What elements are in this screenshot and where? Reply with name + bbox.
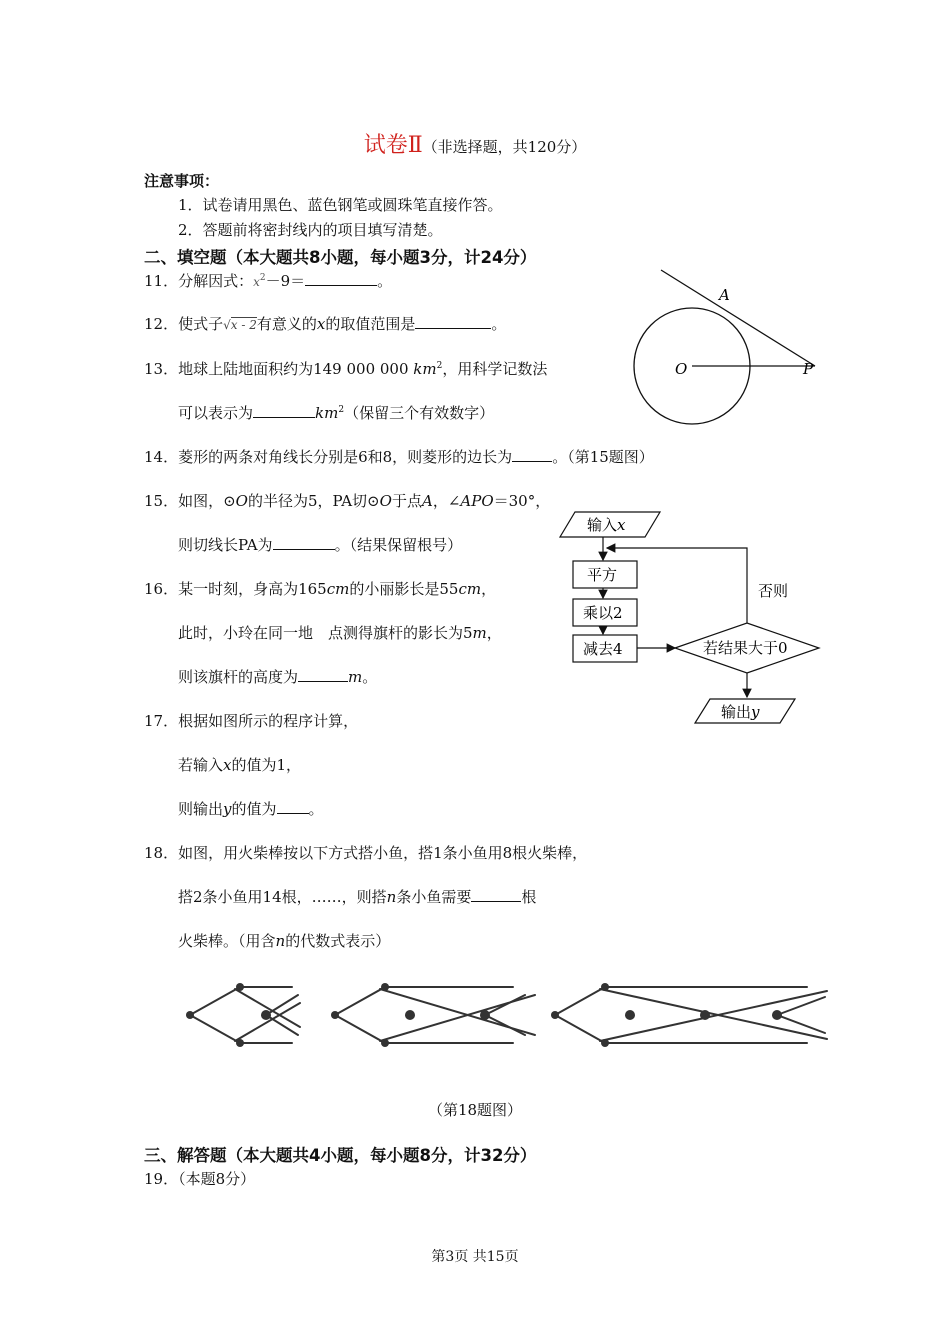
note-item-1: 1．试卷请用黑色、蓝色钢笔或圆珠笔直接作答。: [178, 196, 503, 214]
q17-text-b: 的值为1，: [231, 756, 302, 774]
q15-o1: O: [235, 492, 248, 510]
q15-text-e: ＝30°，: [493, 492, 551, 510]
q14-end: 。: [552, 448, 568, 466]
q16-text-b: 的小丽影长是55: [349, 580, 459, 598]
page-footer: 第3页 共15页: [431, 1249, 519, 1265]
question-14: [144, 446, 654, 467]
q13-answer-blank[interactable]: [253, 403, 315, 418]
question-15-line-2: [178, 534, 462, 555]
q13-exponent-2: 2: [338, 405, 345, 415]
q17-end: 。: [308, 800, 324, 818]
q16-end: 。: [362, 668, 378, 686]
step-square: 平方: [587, 566, 618, 584]
question-17-line-2: [178, 754, 301, 775]
q18-text-d: 火柴棒。（用含: [178, 932, 276, 950]
input-label: 输入x: [587, 516, 626, 534]
q15-text-c: 于点: [391, 492, 422, 510]
q12-answer-blank[interactable]: [415, 314, 491, 329]
q11-answer-blank[interactable]: [305, 271, 377, 286]
q11-end: 。: [377, 272, 393, 290]
q12-mid: 有意义的: [256, 315, 317, 333]
question-18-line-3: [178, 930, 390, 951]
q14-answer-blank[interactable]: [512, 447, 552, 462]
q16-text-c: ，: [481, 580, 497, 598]
question-19: 19．（本题8分）: [144, 1170, 256, 1188]
q15-text-b: 的半径为5，PA切⊙: [247, 492, 380, 510]
q12-radicand: x - 2: [230, 318, 257, 332]
section-2-heading: 二、填空题（本大题共8小题，每小题3分，计24分）: [144, 248, 537, 267]
q16-unit-m-2: m: [348, 668, 363, 686]
q17-answer-blank[interactable]: [277, 799, 309, 814]
q18-text-a: 搭2条小鱼用14根，……，则搭: [178, 888, 387, 906]
question-17-line-1: 17．根据如图所示的程序计算，: [144, 712, 359, 730]
q18-text-c: 根: [521, 888, 537, 906]
program-flowchart: [555, 505, 830, 733]
q16-text-d: 此时，小玲在同一地 点测得旗杆的影长为5: [178, 624, 473, 642]
circle-tangent-figure: [625, 262, 825, 432]
question-16-line-2: [178, 622, 502, 643]
q17-text-d: 的值为: [231, 800, 277, 818]
question-15-line-1: [144, 490, 550, 511]
q13-unit-2: km: [315, 404, 339, 422]
question-13-line-2: [178, 402, 494, 423]
q17-var-y: y: [223, 800, 232, 818]
q13-prefix: 可以表示为: [178, 404, 254, 422]
q15-answer-blank[interactable]: [273, 535, 335, 550]
q12-post: 的取值范围是: [325, 315, 416, 333]
q13-exponent: 2: [436, 361, 443, 371]
note-item-2: 2．答题前将密封线内的项目填写清楚。: [178, 221, 443, 239]
q15-angle: APO: [460, 492, 494, 510]
q16-unit-cm-1: cm: [326, 580, 350, 598]
title-main: 试卷Ⅱ: [363, 133, 423, 158]
q13-text: 13．地球上陆地面积约为149 000 000: [144, 360, 409, 378]
q12-end: 。: [491, 315, 507, 333]
title-sub: （非选择题，共120分）: [422, 138, 587, 156]
q18-text-b: 条小鱼需要: [396, 888, 472, 906]
label-o: O: [675, 360, 688, 378]
question-16-line-3: [178, 666, 377, 687]
question-18-line-2: [178, 886, 536, 907]
q16-text-a: 16．某一时刻，身高为165: [144, 580, 327, 598]
exam-title: [0, 128, 950, 159]
q12-radical: √x - 2: [223, 318, 257, 332]
q11-exponent: 2: [259, 273, 266, 283]
question-13-line-1: [144, 358, 547, 379]
q14-text: 14．菱形的两条对角线长分别是6和8，则菱形的边长为: [144, 448, 513, 466]
q17-text-a: 若输入: [178, 756, 224, 774]
q16-unit-cm-2: cm: [458, 580, 482, 598]
q15-text-d: ，∠: [432, 492, 461, 510]
step-multiply: 乘以2: [583, 604, 623, 622]
output-label: 输出y: [721, 703, 760, 721]
fish-3: [555, 987, 827, 1043]
q15-point-a: A: [421, 492, 433, 510]
q16-text-e: ，: [486, 624, 502, 642]
q18-text-e: 的代数式表示）: [285, 932, 391, 950]
fig18-caption: （第18题图）: [427, 1101, 523, 1119]
q15-note: 。（结果保留根号）: [334, 536, 463, 554]
label-p: P: [803, 360, 814, 378]
question-16-line-1: [144, 578, 496, 599]
section-3-heading: 三、解答题（本大题共4小题，每小题8分，计32分）: [144, 1146, 537, 1165]
q13-text-2: ，用科学记数法: [442, 360, 548, 378]
q15-prefix: 则切线长PA为: [178, 536, 273, 554]
q13-note: （保留三个有效数字）: [344, 404, 495, 422]
q11-prefix: 11．分解因式：: [144, 272, 254, 290]
q11-variable: x: [253, 275, 260, 289]
q16-prefix: 则该旗杆的高度为: [178, 668, 299, 686]
q15-o2: O: [379, 492, 392, 510]
q18-answer-blank[interactable]: [471, 887, 521, 902]
question-11: [144, 270, 392, 291]
tangent-line: [661, 270, 815, 366]
q18-var-n-2: n: [275, 932, 286, 950]
label-a: A: [719, 286, 730, 304]
q12-variable: x: [316, 315, 326, 333]
q16-answer-blank[interactable]: [298, 667, 348, 682]
fish-1: [190, 987, 300, 1043]
fig15-caption: （第15题图）: [567, 448, 654, 466]
q17-var-x: x: [223, 756, 232, 774]
matchstick-fish-figure: [180, 975, 840, 1065]
condition-text: 若结果大于0: [703, 639, 788, 657]
notes-heading: 注意事项：: [144, 172, 220, 190]
question-18-line-1: 18．如图，用火柴棒按以下方式搭小鱼，搭1条小鱼用8根火柴棒，: [144, 844, 588, 862]
q15-text-a: 15．如图，⊙: [144, 492, 236, 510]
question-17-line-3: [178, 798, 324, 819]
else-label: 否则: [758, 582, 789, 600]
q18-var-n: n: [386, 888, 397, 906]
q17-text-c: 则输出: [178, 800, 224, 818]
question-12: [144, 313, 506, 334]
q16-unit-m-1: m: [472, 624, 487, 642]
q13-unit: km: [413, 360, 437, 378]
q11-expression: －9＝: [265, 272, 306, 290]
step-subtract: 减去4: [583, 640, 623, 658]
q12-prefix: 12．使式子: [144, 315, 224, 333]
fish-2: [335, 987, 535, 1043]
